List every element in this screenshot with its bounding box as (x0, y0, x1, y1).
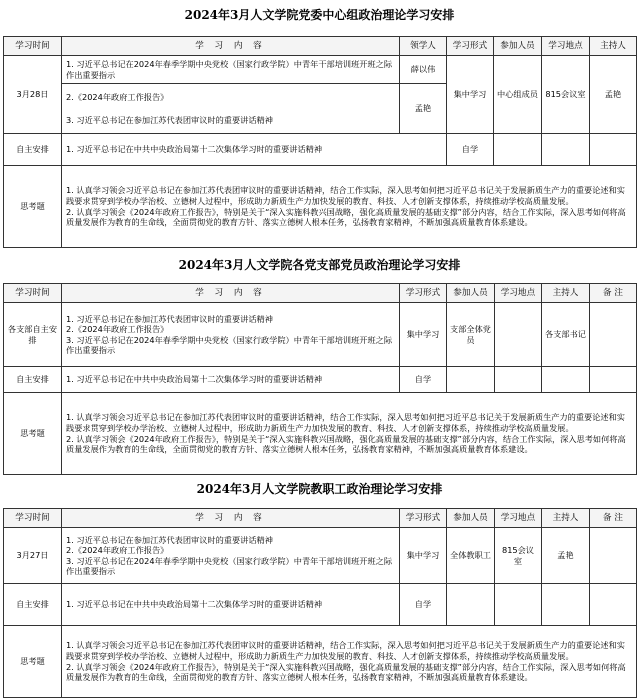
study-item: 3. 习近平总书记在参加江苏代表团审议时的重要讲话精神 (66, 115, 273, 125)
empty-cell (542, 134, 590, 166)
empty-cell (542, 367, 590, 393)
study-item: 2.《2024年政府工作报告》 (66, 91, 169, 102)
table-row (4, 528, 637, 584)
self-study-content: 1. 习近平总书记在中共中央政治局第十二次集体学习时的重要讲话精神 (62, 367, 400, 393)
think-question: 1. 认真学习领会习近平总书记在参加江苏代表团审议时的重要讲话精神，结合工作实际，深入思考如何把习近平总书记关于发展新质生产力的重要论述和实践要求贯穿到学校办学治校、立德树人过程中，形成助力新质生产力加快发展的教育、科技、人才创新支撑体系，持续推动学校高质量发展。 (66, 640, 625, 661)
think-questions (62, 626, 637, 698)
self-study-label: 自主安排 (4, 134, 62, 166)
header-cell: 学习形式 (447, 37, 494, 56)
think-question: 2. 认真学习领会《2024年政府工作报告》，特别是关于“深入实施科教兴国战略，强化高质量发展的基础支撑”部分内容，结合工作实际，深入思考如何将高质量发展作为教育的生命线，全面贯彻党的教育方针、落实立德树人根本任务，弘扬教育家精神，不断加强高质量教育体系建设。 (66, 206, 626, 228)
table-row (4, 584, 637, 626)
header-cell: 主持人 (542, 509, 590, 528)
study-item: 2.《2024年政府工作报告》 (66, 545, 169, 555)
self-study-label: 自主安排 (4, 367, 62, 393)
study-date: 3月28日 (4, 56, 62, 134)
section2-title: 2024年3月人文学院各党支部党员政治理论学习安排 (178, 258, 461, 272)
study-date: 3月27日 (4, 528, 62, 584)
study-items-cell (62, 528, 400, 584)
empty-cell (447, 584, 495, 626)
header-cell: 学 习 内 容 (62, 37, 400, 56)
section2-header-row (4, 284, 637, 303)
think-label: 思考题 (4, 393, 62, 475)
section3-header-row (4, 509, 637, 528)
header-cell: 主持人 (542, 284, 590, 303)
study-item: 3. 习近平总书记在2024年春季学期中央党校（国家行政学院）中青年干部培训班开班之际作出重要指示 (66, 555, 393, 576)
empty-cell (447, 367, 495, 393)
header-cell: 参加人员 (494, 37, 542, 56)
section3-title: 2024年3月人文学院教职工政治理论学习安排 (196, 482, 443, 496)
header-cell: 参加人员 (447, 509, 495, 528)
study-form: 集中学习 (400, 303, 447, 367)
study-item: 3. 习近平总书记在2024年春季学期中央党校（国家行政学院）中青年干部培训班开班之际作出重要指示 (66, 334, 393, 355)
empty-cell (590, 134, 637, 166)
study-item: 1. 习近平总书记在参加江苏代表团审议时的重要讲话精神 (66, 534, 273, 545)
header-cell: 学习形式 (400, 509, 447, 528)
header-cell: 备 注 (590, 509, 637, 528)
self-study-form: 自学 (447, 134, 494, 166)
participants: 中心组成员 (494, 56, 542, 134)
leader-cell: 薛以伟 (400, 56, 447, 84)
study-item: 1. 习近平总书记在2024年春季学期中央党校（国家行政学院）中青年干部培训班开班之际作出重要指示 (62, 56, 400, 84)
study-items-cell (62, 84, 400, 134)
header-cell: 学习时间 (4, 37, 62, 56)
table-row (4, 393, 637, 475)
header-cell: 学习地点 (495, 284, 542, 303)
table-row (4, 134, 637, 166)
header-cell: 参加人员 (447, 284, 495, 303)
self-study-form: 自学 (400, 367, 447, 393)
table-row (4, 166, 637, 248)
table-row (4, 367, 637, 393)
think-question: 2. 认真学习领会《2024年政府工作报告》，特别是关于“深入实施科教兴国战略，强化高质量发展的基础支撑”部分内容，结合工作实际，深入思考如何将高质量发展作为教育的生命线，全面贯彻党的教育方针、落实立德树人根本任务，弘扬教育家精神，不断加强高质量教育体系建设。 (66, 661, 626, 683)
empty-cell (494, 134, 542, 166)
empty-cell (590, 367, 637, 393)
header-cell: 学习地点 (495, 509, 542, 528)
header-cell: 领学人 (400, 37, 447, 56)
table-row (4, 56, 637, 84)
study-items-cell (62, 303, 400, 367)
empty-cell (542, 584, 590, 626)
header-cell: 学习地点 (542, 37, 590, 56)
think-label: 思考题 (4, 626, 62, 698)
header-cell: 学习时间 (4, 284, 62, 303)
note-cell (590, 528, 637, 584)
leader-cell: 孟艳 (400, 84, 447, 134)
self-study-form: 自学 (400, 584, 447, 626)
section2-table (3, 283, 637, 475)
think-label: 思考题 (4, 166, 62, 248)
note-cell (590, 303, 637, 367)
think-question: 1. 认真学习领会习近平总书记在参加江苏代表团审议时的重要讲话精神，结合工作实际，深入思考如何把习近平总书记关于发展新质生产力的重要论述和实践要求贯穿到学校办学治校、立德树人过程中，形成助力新质生产力加快发展的教育、科技、人才创新支撑体系，持续推动学校高质量发展。 (66, 412, 625, 433)
study-date: 各支部自主安排 (4, 303, 62, 367)
table-row (4, 626, 637, 698)
participants: 全体教职工 (447, 528, 495, 584)
study-item: 2.《2024年政府工作报告》 (66, 324, 169, 334)
participants: 支部全体党员 (447, 303, 495, 367)
header-cell: 主持人 (590, 37, 637, 56)
empty-cell (590, 584, 637, 626)
study-form: 集中学习 (447, 56, 494, 134)
host: 孟艳 (542, 528, 590, 584)
section1-table (3, 36, 637, 248)
header-cell: 学 习 内 容 (62, 284, 400, 303)
empty-cell (495, 584, 542, 626)
header-cell: 学习时间 (4, 509, 62, 528)
table-row (4, 303, 637, 367)
self-study-content: 1. 习近平总书记在中共中央政治局第十二次集体学习时的重要讲话精神 (62, 584, 400, 626)
header-cell: 备 注 (590, 284, 637, 303)
think-question: 1. 认真学习领会习近平总书记在参加江苏代表团审议时的重要讲话精神，结合工作实际，深入思考如何把习近平总书记关于发展新质生产力的重要论述和实践要求贯穿到学校办学治校、立德树人过程中，形成助力新质生产力加快发展的教育、科技、人才创新支撑体系，持续推动学校高质量发展。 (66, 185, 625, 206)
section3-table (3, 508, 637, 698)
study-location: 815会议室 (495, 528, 542, 584)
section1-header-row (4, 37, 637, 56)
empty-cell (495, 367, 542, 393)
study-location: 815会议室 (542, 56, 590, 134)
self-study-content: 1. 习近平总书记在中共中央政治局第十二次集体学习时的重要讲话精神 (62, 134, 447, 166)
study-item: 1. 习近平总书记在参加江苏代表团审议时的重要讲话精神 (66, 313, 273, 324)
header-cell: 学 习 内 容 (62, 509, 400, 528)
study-form: 集中学习 (400, 528, 447, 584)
host: 各支部书记 (542, 303, 590, 367)
think-questions (62, 393, 637, 475)
header-cell: 学习形式 (400, 284, 447, 303)
self-study-label: 自主安排 (4, 584, 62, 626)
section1-title: 2024年3月人文学院党委中心组政治理论学习安排 (184, 8, 455, 22)
study-location (495, 303, 542, 367)
think-questions (62, 166, 637, 248)
host: 孟艳 (590, 56, 637, 134)
think-question: 2. 认真学习领会《2024年政府工作报告》，特别是关于“深入实施科教兴国战略，强化高质量发展的基础支撑”部分内容，结合工作实际，深入思考如何将高质量发展作为教育的生命线，全面贯彻党的教育方针、落实立德树人根本任务，弘扬教育家精神，不断加强高质量教育体系建设。 (66, 433, 626, 455)
